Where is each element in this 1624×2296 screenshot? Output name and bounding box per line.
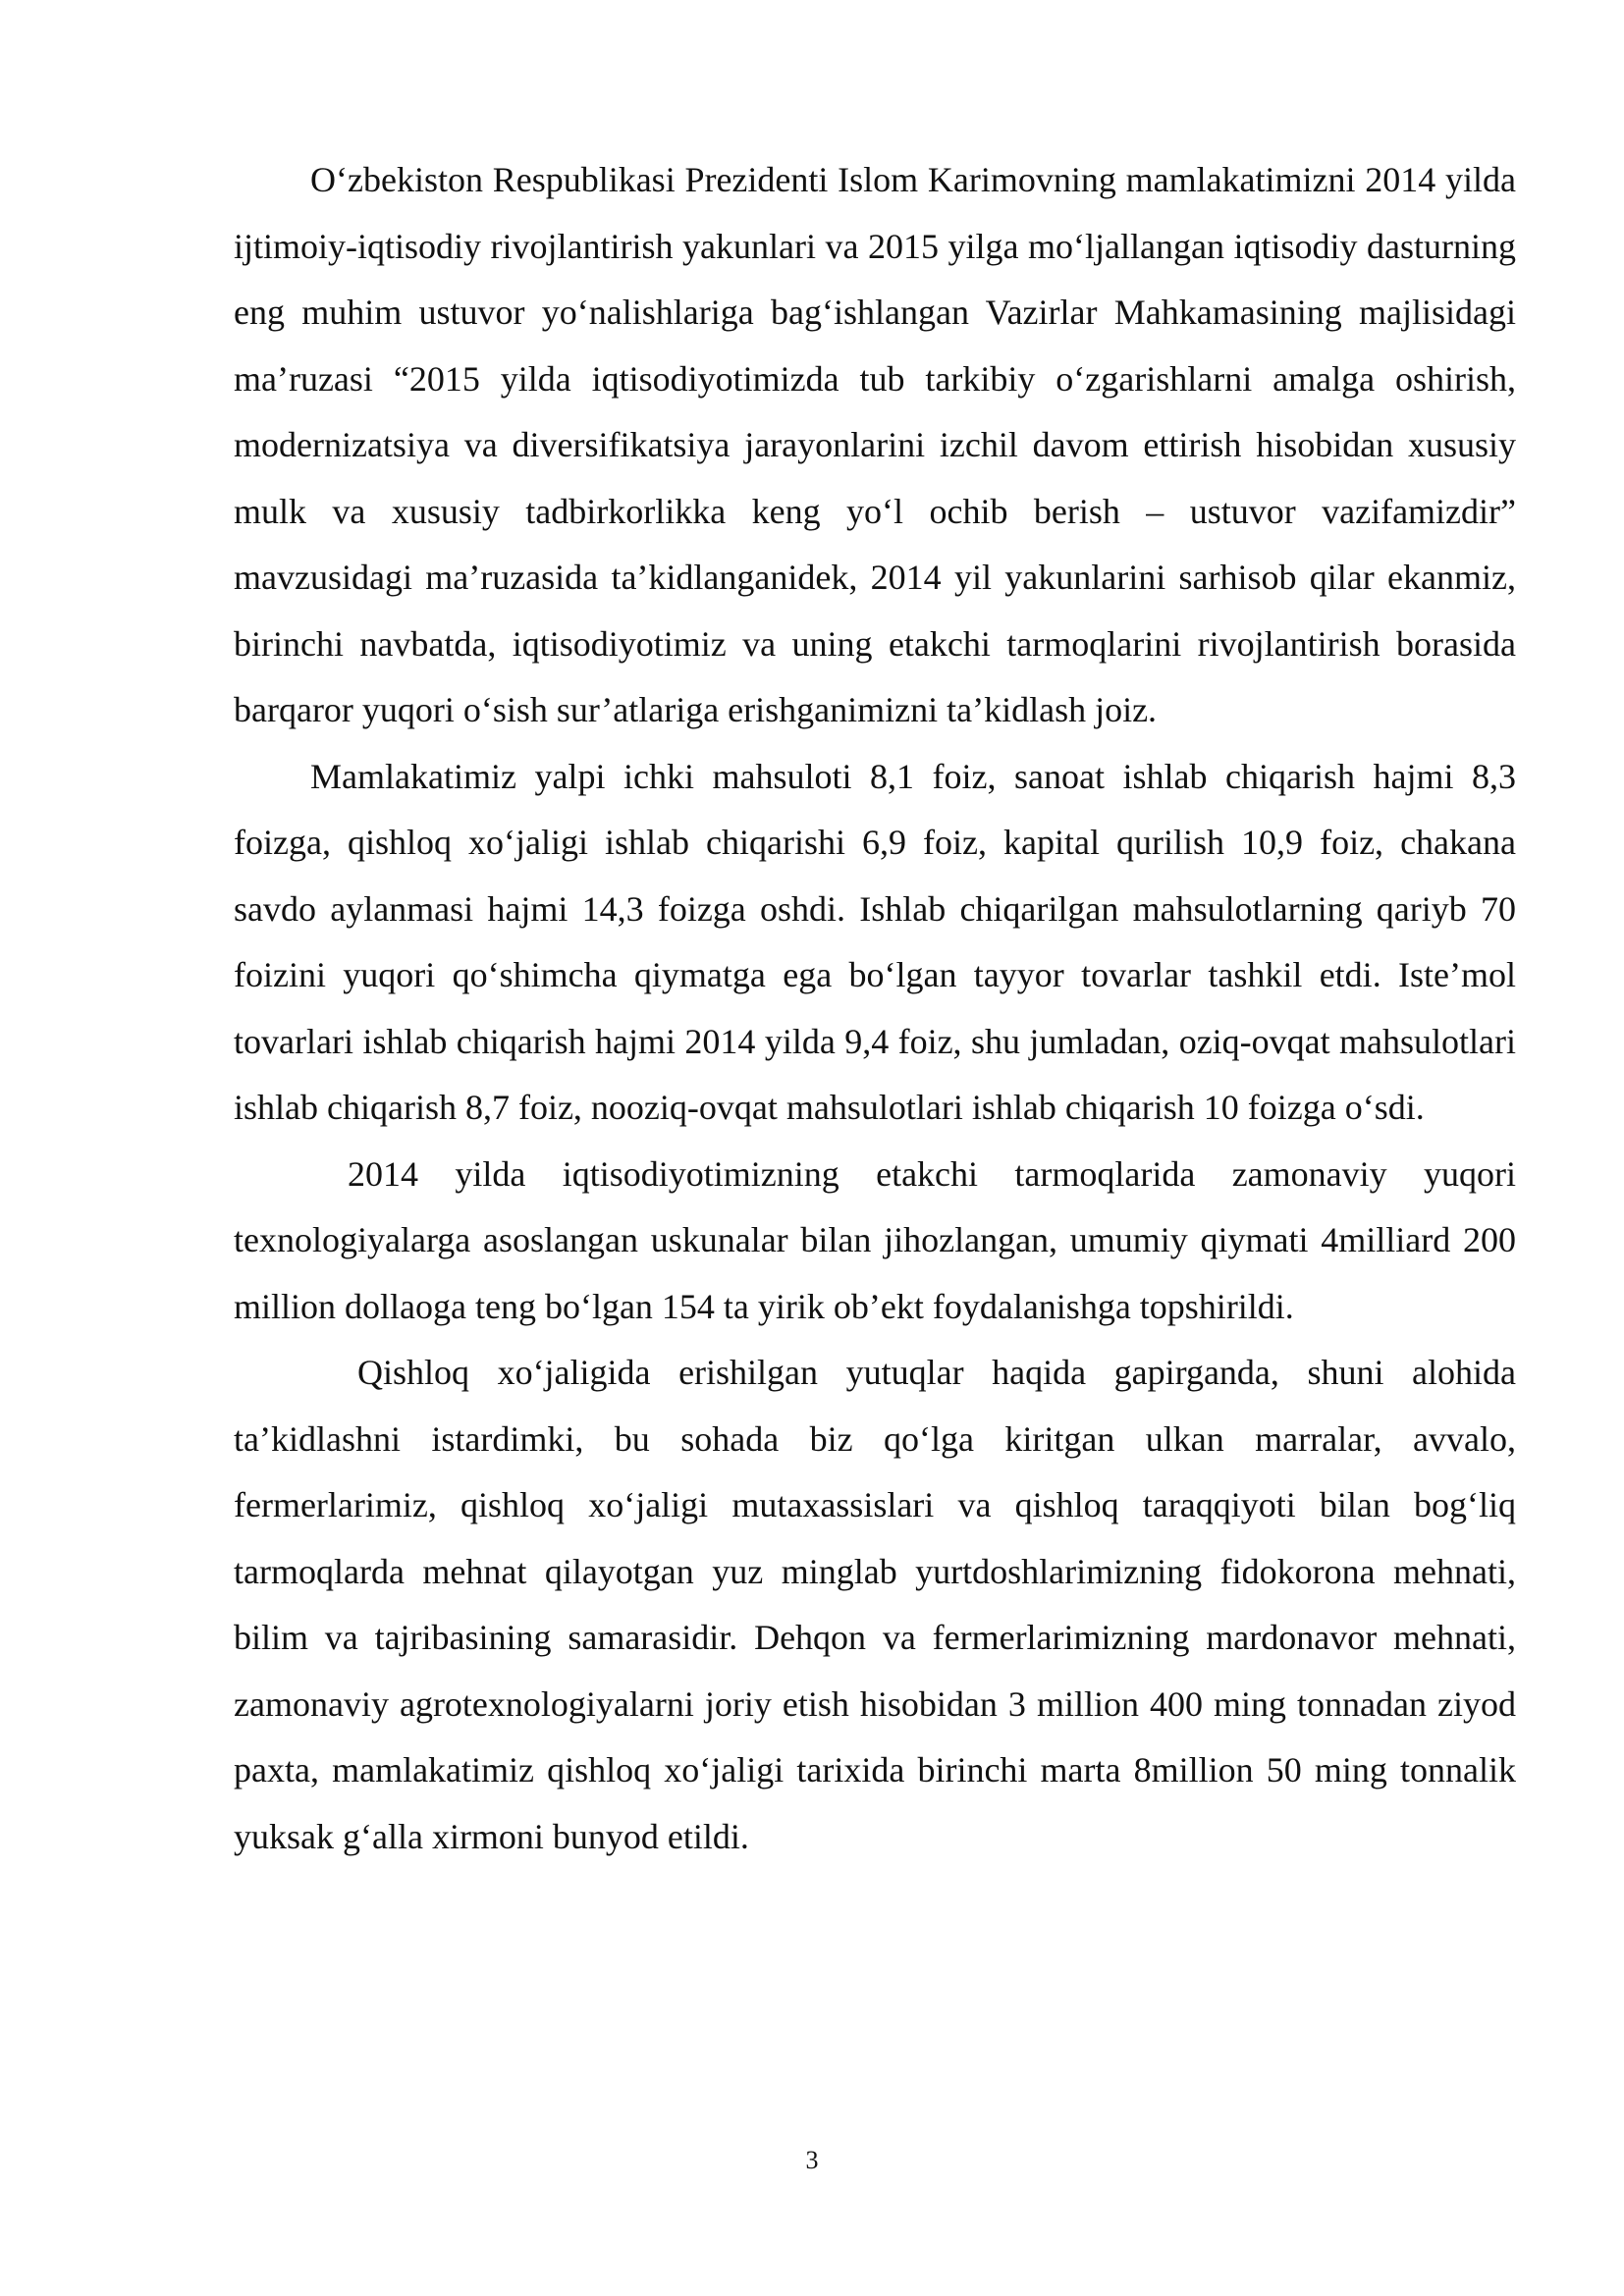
page-number: 3 [805,2146,819,2174]
paragraph-2: Mamlakatimiz yalpi ichki mahsuloti 8,1 foiz, sanoat ishlab chiqarish hajmi 8,3 foizga, qishloq xo‘jaligi ishlab chiqarishi 6,9 foiz, kapital qurilish 10,9 foiz, chakana savdo aylanmasi hajmi 14,3 foizga oshdi. Ishlab chiqarilgan mahsulotlarning qariyb 70 foizini yuqori qo‘shimcha qiymatga ega bo‘lgan tayyor tovarlar tashkil etdi. Iste’mol tovarlari ishlab chiqarish hajmi 2014 yilda 9,4 foiz, shu jumladan, oziq-ovqat mahsulotlari ishlab chiqarish 8,7 foiz, nooziq-ovqat mahsulotlari ishlab chiqarish 10 foizga o‘sdi. [234,756,1516,1127]
paragraph-4: Qishloq xo‘jaligida erishilgan yutuqlar haqida gapirganda, shuni alohida ta’kidlashni istardimki, bu sohada biz qo‘lga kiritgan ulkan marralar, avvalo, fermerlarimiz, qishloq xo‘jaligi mutaxassislari va qishloq taraqqiyoti bilan bog‘liq tarmoqlarda mehnat qilayotgan yuz minglab yurtdoshlarimizning fidokorona mehnati, bilim va tajribasining samarasidir. Dehqon va fermerlarimizning mardonavor mehnati, zamonaviy agrotexnologiyalarni joriy etish hisobidan 3 million 400 ming tonnadan ziyod paxta, mamlakatimiz qishloq xo‘jaligi tarixida birinchi marta 8million 50 ming tonnalik yuksak g‘alla xirmoni bunyod etildi. [234,1353,1516,1856]
paragraph-1: O‘zbekiston Respublikasi Prezidenti Islom Karimovning mamlakatimizni 2014 yilda ijtimoiy-iqtisodiy rivojlantirish yakunlari va 2015 yilga mo‘ljallangan iqtisodiy dasturning eng muhim ustuvor yo‘nalishlariga bag‘ishlangan Vazirlar Mahkamasining majlisidagi ma’ruzasi “2015 yilda iqtisodiyotimizda tub tarkibiy o‘zgarishlarni amalga oshirish, modernizatsiya va diversifikatsiya jarayonlarini izchil davom ettirish hisobidan xususiy mulk va xususiy tadbirkorlikka keng yo‘l ochib berish – ustuvor vazifamizdir” mavzusidagi ma’ruzasida ta’kidlanganidek, 2014 yil yakunlarini sarhisob qilar ekanmiz, birinchi navbatda, iqtisodiyotimiz va uning etakchi tarmoqlarini rivojlantirish borasida barqaror yuqori o‘sish sur’atlariga erishganimizni ta’kidlash joiz. [234,160,1516,729]
paragraph-3: 2014 yilda iqtisodiyotimizning etakchi tarmoqlarida zamonaviy yuqori texnologiyalarga asoslangan uskunalar bilan jihozlangan, umumiy qiymati 4milliard 200 million dollaoga teng bo‘lgan 154 ta yirik ob’ekt foydalanishga topshirildi. [234,1153,1516,1326]
body-text [234,147,1516,1870]
